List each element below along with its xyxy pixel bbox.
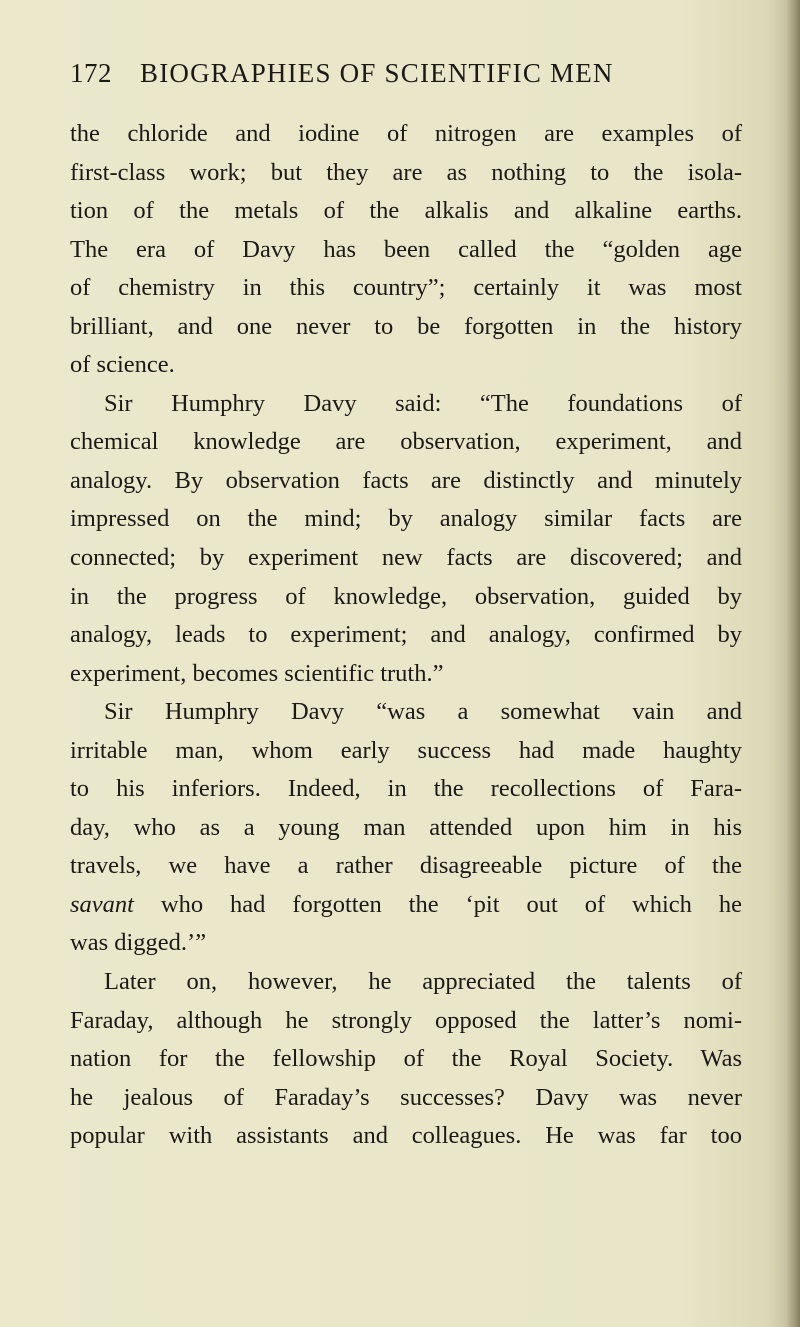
text-line <box>70 886 742 925</box>
text-line: Sir Humphry Davy “was a somewhat vain and <box>104 698 742 726</box>
running-title: BIOGRAPHIES OF SCIENTIFIC MEN <box>140 58 614 88</box>
text-line: analogy. By observation facts are distinctly and minutely <box>70 466 742 494</box>
body-text <box>70 115 742 1156</box>
page-edge-shadow <box>786 0 800 1327</box>
text-line: Sir Humphry Davy said: “The foundations of <box>104 389 742 417</box>
text-line: travels, we have a rather disagreeable picture of the <box>70 852 742 880</box>
italic-word: savant <box>70 890 134 918</box>
text-line: popular with assistants and colleagues. He was far too <box>70 1122 742 1150</box>
paragraph-end-line: experiment, becomes scientific truth.” <box>70 659 444 687</box>
text-line: Later on, however, he appreciated the talents of <box>104 968 742 996</box>
text-line: day, who as a young man attended upon him in his <box>70 813 742 841</box>
text-line-rest: who had forgotten the ‘pit out of which he <box>160 890 742 918</box>
text-line: Faraday, although he strongly opposed the latter’s nomi- <box>70 1006 742 1034</box>
text-line: of chemistry in this country”; certainly it was most <box>70 274 742 302</box>
text-line: tion of the metals of the alkalis and alkaline earths. <box>70 197 742 225</box>
text-line: he jealous of Faraday’s successes? Davy was never <box>70 1083 742 1111</box>
running-head <box>70 58 730 89</box>
text-line: impressed on the mind; by analogy similar facts are <box>70 505 742 533</box>
text-line: The era of Davy has been called the “golden age <box>70 235 742 263</box>
page-number: 172 <box>70 58 112 88</box>
paragraph-end-line: of science. <box>70 351 175 379</box>
text-line: the chloride and iodine of nitrogen are examples of <box>70 120 742 147</box>
text-line: analogy, leads to experiment; and analogy, confirmed by <box>70 621 742 649</box>
text-line: to his inferiors. Indeed, in the recollections of Fara- <box>70 775 742 803</box>
text-line: chemical knowledge are observation, experiment, and <box>70 428 742 456</box>
paragraph-end-line: was digged.’” <box>70 929 207 957</box>
text-line: first-class work; but they are as nothing to the isola- <box>70 158 742 186</box>
text-line: connected; by experiment new facts are discovered; and <box>70 544 742 572</box>
text-line: nation for the fellowship of the Royal Society. Was <box>70 1045 742 1073</box>
text-line: brilliant, and one never to be forgotten in the history <box>70 312 742 340</box>
text-line: in the progress of knowledge, observation, guided by <box>70 582 742 610</box>
text-line: irritable man, whom early success had made haughty <box>70 736 742 764</box>
